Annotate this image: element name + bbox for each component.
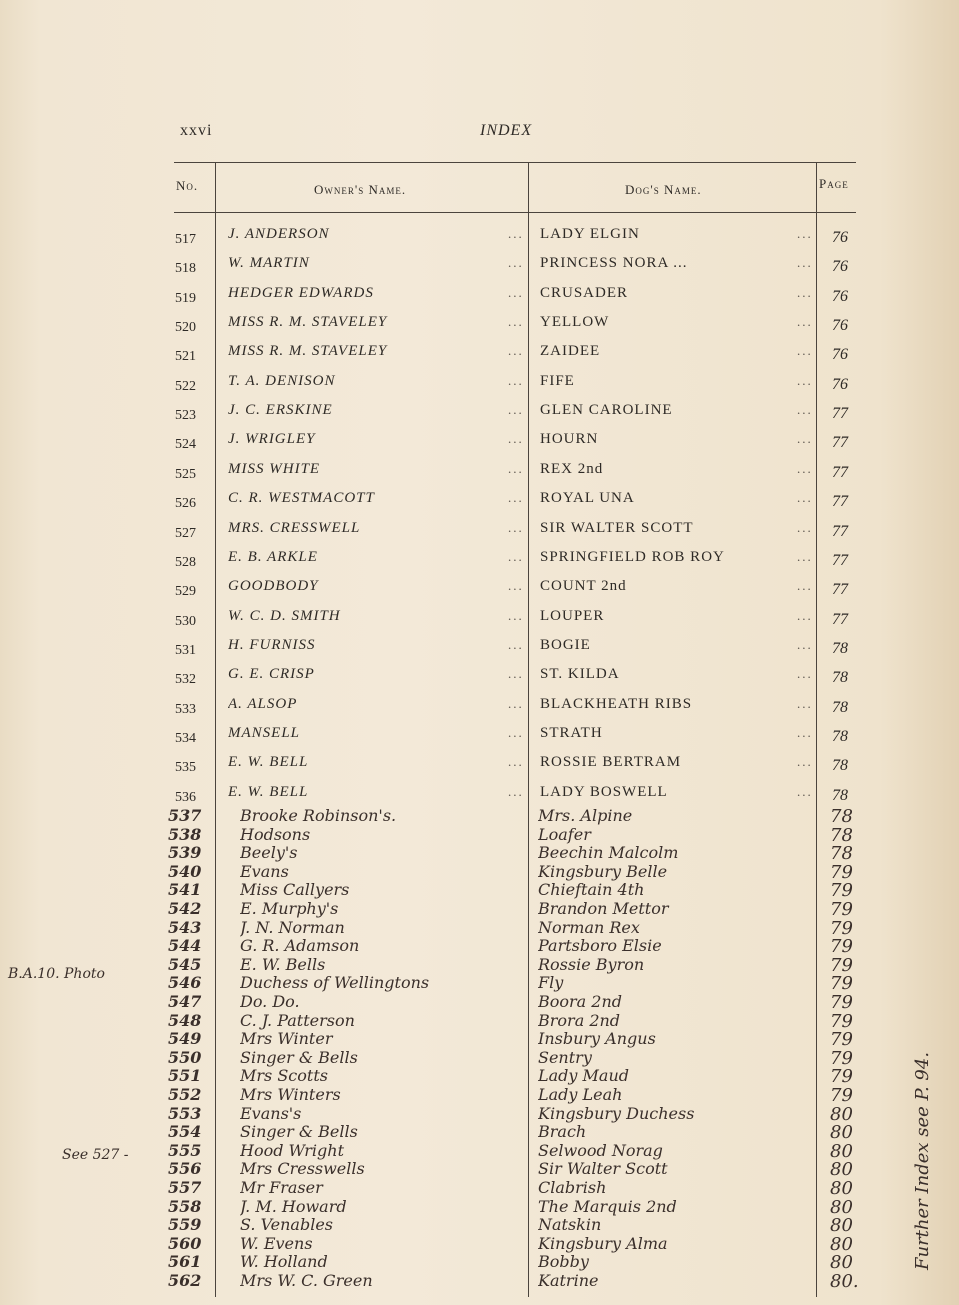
page-ref: 77 xyxy=(832,434,848,452)
column-header-owner: Owner's Name. xyxy=(314,182,407,197)
leader-dots: ... xyxy=(797,372,813,388)
dog-name: Loafer xyxy=(538,824,591,844)
owner-name: J. ANDERSON xyxy=(228,226,330,242)
page-ref: 80 xyxy=(830,1159,853,1181)
entry-number: 560 xyxy=(168,1233,202,1253)
dog-name: ST. KILDA xyxy=(540,666,620,683)
leader-dots: ... xyxy=(797,255,813,271)
leader-dots: ... xyxy=(508,460,524,476)
dog-name: Norman Rex xyxy=(538,917,640,937)
dog-name: LADY BOSWELL xyxy=(540,783,668,800)
entry-number: 519 xyxy=(175,290,196,306)
page-ref: 79 xyxy=(830,899,853,920)
page-ref: 76 xyxy=(832,287,848,305)
dog-name: Fly xyxy=(538,973,564,993)
leader-dots: ... xyxy=(508,666,524,682)
entry-number: 539 xyxy=(168,843,202,863)
dog-name: FIFE xyxy=(540,372,575,389)
leader-dots: ... xyxy=(508,490,524,506)
entry-number: 536 xyxy=(175,789,196,805)
entry-number: 542 xyxy=(168,899,202,918)
owner-name: Mrs W. C. Green xyxy=(240,1271,373,1290)
owner-name: Mrs Cresswells xyxy=(240,1159,365,1179)
leader-dots: ... xyxy=(797,578,813,594)
owner-name: J. WRIGLEY xyxy=(228,431,316,448)
table-row xyxy=(0,310,959,339)
owner-name: GOODBODY xyxy=(228,578,319,595)
page-ref: 80 xyxy=(830,1233,853,1255)
entry-number: 527 xyxy=(175,525,196,541)
page-ref: 80. xyxy=(830,1271,859,1292)
dog-name: Kingsbury Duchess xyxy=(538,1103,695,1123)
leader-dots: ... xyxy=(508,724,524,740)
dog-name: Selwood Norag xyxy=(538,1140,663,1160)
leader-dots: ... xyxy=(508,783,524,799)
leader-dots: ... xyxy=(797,666,813,682)
entry-number: 557 xyxy=(168,1178,202,1197)
table-top-rule xyxy=(174,162,856,163)
column-header-dog: Dog's Name. xyxy=(625,182,702,197)
owner-name: W. C. D. SMITH xyxy=(228,607,341,624)
entry-number: 548 xyxy=(168,1010,202,1030)
dog-name: The Marquis 2nd xyxy=(538,1196,677,1216)
leader-dots: ... xyxy=(508,284,524,300)
margin-note-right-further-index: Further Index see P. 94. xyxy=(912,1051,933,1270)
table-row xyxy=(0,339,959,368)
entry-number: 529 xyxy=(175,584,196,600)
entry-number: 558 xyxy=(168,1196,202,1216)
page-ref: 79 xyxy=(830,917,853,939)
leader-dots: ... xyxy=(797,754,813,770)
entry-number: 551 xyxy=(168,1066,202,1086)
dog-name: SIR WALTER SCOTT xyxy=(540,519,694,536)
table-row xyxy=(0,662,959,691)
table-row xyxy=(0,692,959,721)
page-ref: 77 xyxy=(832,405,848,423)
leader-dots: ... xyxy=(797,490,813,506)
table-row xyxy=(0,251,959,280)
margin-note-left-see: See 527 - xyxy=(62,1147,129,1163)
page-ref: 80 xyxy=(830,1122,853,1144)
leader-dots: ... xyxy=(508,431,524,447)
page-ref: 78 xyxy=(830,824,853,846)
page-ref: 78 xyxy=(830,806,853,827)
entry-number: 535 xyxy=(175,760,196,776)
leader-dots: ... xyxy=(508,226,524,241)
owner-name: A. ALSOP xyxy=(228,695,298,712)
entry-number: 532 xyxy=(175,672,196,688)
leader-dots: ... xyxy=(797,284,813,300)
dog-name: Insbury Angus xyxy=(538,1029,656,1049)
dog-name: CRUSADER xyxy=(540,284,629,301)
owner-name: E. Murphy's xyxy=(240,899,339,918)
owner-name: Evans xyxy=(240,861,289,881)
dog-name: BOGIE xyxy=(540,636,591,653)
owner-name: Singer & Bells xyxy=(240,1047,358,1067)
leader-dots: ... xyxy=(797,314,813,330)
table-row xyxy=(0,369,959,398)
dog-name: HOURN xyxy=(540,431,599,448)
page-ref: 78 xyxy=(832,698,848,716)
page-ref: 78 xyxy=(832,669,848,687)
owner-name: S. Venables xyxy=(240,1215,333,1235)
dog-name: Kingsbury Alma xyxy=(538,1233,668,1253)
entry-number: 531 xyxy=(175,642,196,658)
owner-name: Do. Do. xyxy=(240,992,300,1011)
dog-name: Clabrish xyxy=(538,1178,607,1197)
page-ref: 79 xyxy=(830,1066,853,1088)
owner-name: E. W. BELL xyxy=(228,754,309,771)
margin-note-left-photo: B.A.10. Photo xyxy=(8,966,105,982)
owner-name: E. W. Bells xyxy=(240,954,326,974)
table-row xyxy=(0,516,959,545)
entry-number: 524 xyxy=(175,437,196,453)
dog-name: LADY ELGIN xyxy=(540,226,640,242)
leader-dots: ... xyxy=(508,607,524,623)
dog-name: Bobby xyxy=(538,1252,589,1272)
owner-name: Duchess of Wellingtons xyxy=(240,973,430,993)
leader-dots: ... xyxy=(797,607,813,623)
owner-name: W. Evens xyxy=(240,1233,313,1253)
dog-name: YELLOW xyxy=(540,314,610,331)
entry-number: 518 xyxy=(175,261,196,277)
page-ref: 78 xyxy=(832,727,848,745)
table-row xyxy=(0,780,959,809)
dog-name: Brandon Mettor xyxy=(538,899,669,918)
table-row xyxy=(0,750,959,779)
entry-number: 555 xyxy=(168,1140,202,1160)
entry-number: 549 xyxy=(168,1029,202,1049)
owner-name: Mrs Winter xyxy=(240,1029,333,1049)
leader-dots: ... xyxy=(508,519,524,535)
owner-name: W. Holland xyxy=(240,1252,328,1272)
dog-name: Lady Maud xyxy=(538,1066,629,1086)
entry-number: 543 xyxy=(168,917,202,937)
page-ref: 76 xyxy=(832,258,848,276)
entry-number: 521 xyxy=(175,349,196,365)
entry-number: 534 xyxy=(175,730,196,746)
owner-name: Mrs Scotts xyxy=(240,1066,328,1086)
owner-name: J. M. Howard xyxy=(240,1196,347,1216)
owner-name: G. R. Adamson xyxy=(240,936,360,956)
dog-name: Chieftain 4th xyxy=(538,880,645,900)
table-row xyxy=(0,545,959,574)
column-header-page: Page xyxy=(819,176,849,191)
dog-name: Lady Leah xyxy=(538,1085,623,1104)
dog-name: Rossie Byron xyxy=(538,954,645,974)
owner-name: MANSELL xyxy=(228,724,301,741)
table-row xyxy=(0,222,959,251)
owner-name: Miss Callyers xyxy=(240,880,350,900)
entry-number: 556 xyxy=(168,1159,202,1179)
leader-dots: ... xyxy=(797,783,813,799)
owner-name: Mrs Winters xyxy=(240,1085,341,1104)
entry-number: 541 xyxy=(168,880,202,900)
page-ref: 79 xyxy=(830,1010,853,1032)
entry-number: 550 xyxy=(168,1047,202,1067)
table-row xyxy=(0,721,959,750)
entry-number: 525 xyxy=(175,466,196,482)
table-row xyxy=(0,604,959,633)
page-ref: 80 xyxy=(830,1215,853,1237)
table-row xyxy=(0,486,959,515)
dog-name: Natskin xyxy=(538,1215,602,1235)
page-ref: 79 xyxy=(830,1029,853,1051)
dog-name: Sentry xyxy=(538,1047,592,1067)
owner-name: E. B. ARKLE xyxy=(228,548,318,565)
page-ref: 80 xyxy=(830,1140,853,1162)
dog-name: Beechin Malcolm xyxy=(538,843,679,863)
dog-name: ZAIDEE xyxy=(540,343,601,360)
page-ref: 80 xyxy=(830,1178,853,1199)
dog-name: Sir Walter Scott xyxy=(538,1159,668,1179)
entry-number: 517 xyxy=(175,232,196,247)
leader-dots: ... xyxy=(797,695,813,711)
page-ref: 79 xyxy=(830,936,853,958)
page-ref: 80 xyxy=(830,1252,853,1274)
page-ref: 77 xyxy=(832,551,848,569)
dog-name: Kingsbury Belle xyxy=(538,861,668,881)
dog-name: Brach xyxy=(538,1122,587,1142)
leader-dots: ... xyxy=(508,695,524,711)
dog-name: BLACKHEATH RIBS xyxy=(540,695,693,712)
owner-name: T. A. DENISON xyxy=(228,372,336,389)
page-ref: 78 xyxy=(830,843,853,865)
page-ref: 77 xyxy=(832,522,848,540)
entry-number: 522 xyxy=(175,378,196,394)
entry-number: 547 xyxy=(168,992,202,1011)
owner-name: Hood Wright xyxy=(240,1140,345,1160)
page-ref: 76 xyxy=(832,317,848,335)
entry-number: 523 xyxy=(175,408,196,424)
column-header-no: No. xyxy=(176,178,199,193)
owner-name: J. C. ERSKINE xyxy=(228,402,333,419)
entry-number: 552 xyxy=(168,1085,202,1104)
entry-number: 559 xyxy=(168,1215,202,1235)
leader-dots: ... xyxy=(508,548,524,564)
leader-dots: ... xyxy=(797,519,813,535)
entry-number: 520 xyxy=(175,320,196,336)
page-ref: 77 xyxy=(832,493,848,511)
page-ref: 79 xyxy=(830,954,853,976)
dog-name: Katrine xyxy=(538,1271,599,1290)
dog-name: Partsboro Elsie xyxy=(538,936,662,956)
dog-name: STRATH xyxy=(540,724,603,741)
entry-number: 546 xyxy=(168,973,202,993)
table-row xyxy=(0,427,959,456)
entry-number: 526 xyxy=(175,496,196,512)
dog-name: COUNT 2nd xyxy=(540,578,627,595)
owner-name: HEDGER EDWARDS xyxy=(228,284,374,301)
leader-dots: ... xyxy=(508,314,524,330)
leader-dots: ... xyxy=(508,578,524,594)
dog-name: LOUPER xyxy=(540,607,605,624)
dog-name: GLEN CAROLINE xyxy=(540,402,673,419)
dog-name: ROYAL UNA xyxy=(540,490,635,507)
page-ref: 80 xyxy=(830,1103,853,1125)
owner-name: C. J. Patterson xyxy=(240,1010,355,1030)
entry-number: 540 xyxy=(168,861,202,881)
table-row xyxy=(0,281,959,310)
owner-name: H. FURNISS xyxy=(228,636,316,653)
page-ref: 79 xyxy=(830,880,853,902)
page-ref: 77 xyxy=(832,610,848,628)
owner-name: G. E. CRISP xyxy=(228,666,315,683)
entry-number: 562 xyxy=(168,1271,202,1290)
leader-dots: ... xyxy=(797,636,813,652)
dog-name: Mrs. Alpine xyxy=(538,806,633,825)
entry-number: 545 xyxy=(168,954,202,974)
owner-name: Singer & Bells xyxy=(240,1122,358,1142)
page-ref: 77 xyxy=(832,463,848,481)
page-title: INDEX xyxy=(480,122,533,139)
owner-name: MISS WHITE xyxy=(228,460,321,477)
leader-dots: ... xyxy=(797,724,813,740)
owner-name: C. R. WESTMACOTT xyxy=(228,490,375,507)
leader-dots: ... xyxy=(797,548,813,564)
page-ref: 78 xyxy=(832,757,848,775)
page-ref: 79 xyxy=(830,973,853,995)
page-ref: 80 xyxy=(830,1196,853,1218)
leader-dots: ... xyxy=(508,754,524,770)
dog-name: SPRINGFIELD ROB ROY xyxy=(540,548,725,565)
leader-dots: ... xyxy=(797,402,813,418)
dog-name: Boora 2nd xyxy=(538,992,623,1011)
entry-number: 528 xyxy=(175,554,196,570)
entry-number: 544 xyxy=(168,936,202,956)
entry-number: 538 xyxy=(168,824,202,844)
page-ref: 78 xyxy=(832,786,848,804)
page-ref: 79 xyxy=(830,992,853,1013)
owner-name: Mr Fraser xyxy=(240,1178,323,1197)
handwritten-row xyxy=(0,1271,959,1294)
dog-name: PRINCESS NORA ... xyxy=(540,255,688,272)
leader-dots: ... xyxy=(797,431,813,447)
entry-number: 537 xyxy=(168,806,202,825)
leader-dots: ... xyxy=(508,372,524,388)
dog-name: REX 2nd xyxy=(540,460,604,477)
page-ref: 76 xyxy=(832,375,848,393)
owner-name: MISS R. M. STAVELEY xyxy=(228,343,388,360)
page-header xyxy=(180,122,856,146)
header-bottom-rule xyxy=(174,212,856,213)
owner-name: Beely's xyxy=(240,843,298,863)
owner-name: Brooke Robinson's. xyxy=(240,806,397,825)
owner-name: W. MARTIN xyxy=(228,255,310,272)
table-row xyxy=(0,457,959,486)
page-ref: 78 xyxy=(832,639,848,657)
entry-number: 561 xyxy=(168,1252,202,1272)
leader-dots: ... xyxy=(797,343,813,359)
leader-dots: ... xyxy=(797,226,813,241)
page-ref: 79 xyxy=(830,1047,853,1069)
owner-name: J. N. Norman xyxy=(240,917,345,937)
owner-name: Hodsons xyxy=(240,824,311,844)
page-ref: 76 xyxy=(832,346,848,364)
table-row xyxy=(0,574,959,603)
table-row xyxy=(0,398,959,427)
page-ref: 77 xyxy=(832,581,848,599)
leader-dots: ... xyxy=(508,402,524,418)
page-ref: 79 xyxy=(830,1085,853,1106)
owner-name: MISS R. M. STAVELEY xyxy=(228,314,388,331)
leader-dots: ... xyxy=(797,460,813,476)
leader-dots: ... xyxy=(508,636,524,652)
entry-number: 533 xyxy=(175,701,196,717)
owner-name: MRS. CRESSWELL xyxy=(228,519,361,536)
entry-number: 530 xyxy=(175,613,196,629)
dog-name: Brora 2nd xyxy=(538,1010,621,1030)
owner-name: Evans's xyxy=(240,1103,302,1123)
leader-dots: ... xyxy=(508,255,524,271)
leader-dots: ... xyxy=(508,343,524,359)
owner-name: E. W. BELL xyxy=(228,783,309,800)
entry-number: 554 xyxy=(168,1122,202,1142)
page-ref: 79 xyxy=(830,861,853,883)
page-number: xxvi xyxy=(180,122,213,139)
dog-name: ROSSIE BERTRAM xyxy=(540,754,682,771)
table-row xyxy=(0,633,959,662)
entry-number: 553 xyxy=(168,1103,202,1123)
page-ref: 76 xyxy=(832,229,848,246)
